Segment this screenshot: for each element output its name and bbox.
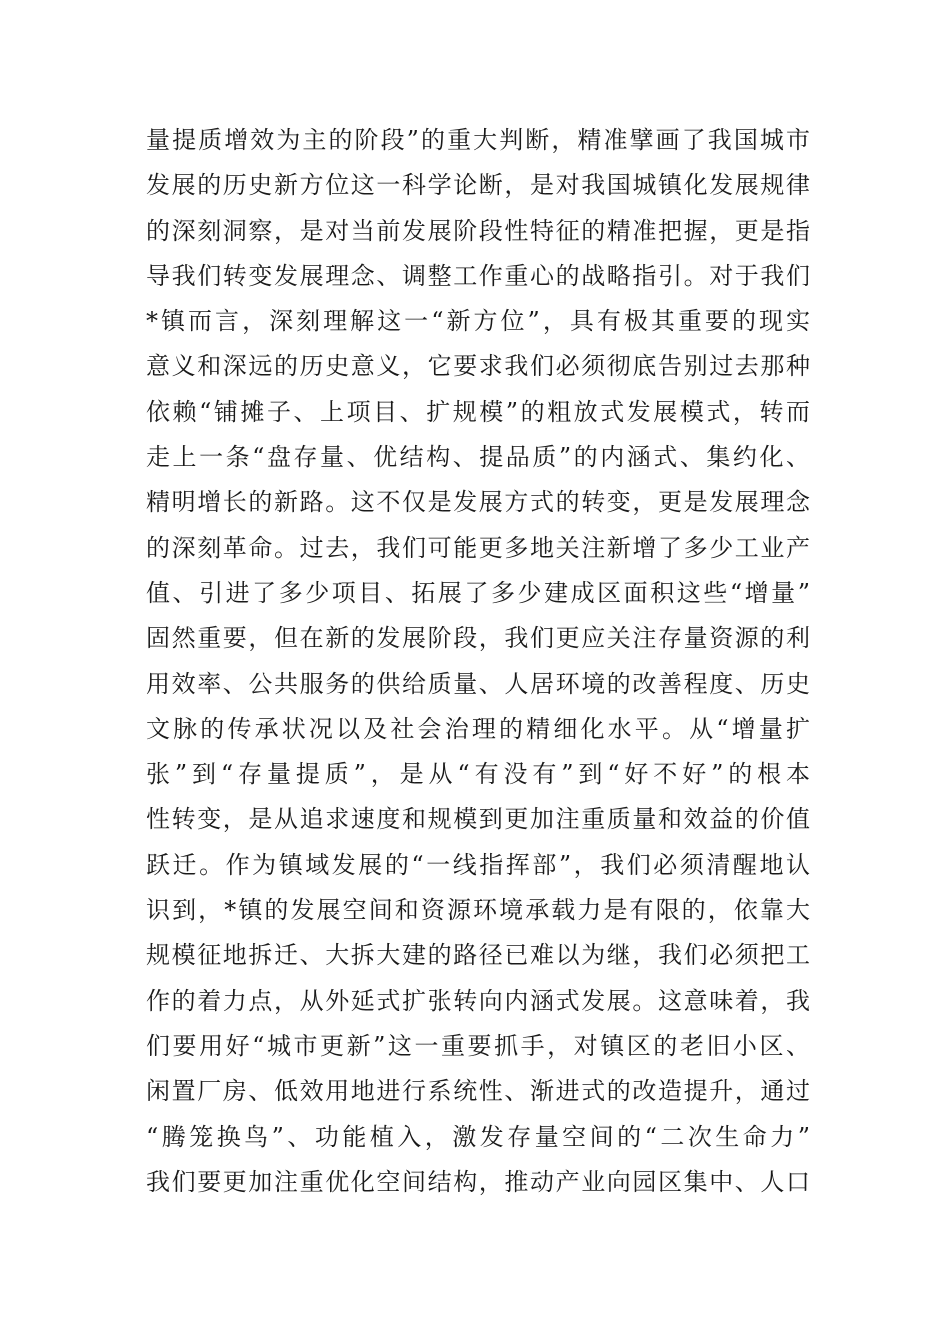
text-line-19: 规模征地拆迁、大拆大建的路径已难以为继，我们必须把工: [146, 941, 810, 970]
text-line-1: 量提质增效为主的阶段”的重大判断，精准擘画了我国城市: [146, 126, 810, 154]
text-line-10: 的深刻革命。过去，我们可能更多地关注新增了多少工业产: [146, 533, 810, 562]
text-line-14: 文脉的传承状况以及社会治理的精细化水平。从“增量扩: [146, 714, 810, 743]
text-line-22: 闲置厂房、低效用地进行系统性、渐进式的改造提升，通过: [146, 1077, 810, 1106]
text-line-5: *镇而言，深刻理解这一“新方位”，具有极其重要的现实: [146, 307, 810, 336]
text-line-23: “腾笼换鸟”、功能植入，激发存量空间的“二次生命力”: [146, 1122, 810, 1151]
text-line-15: 张”到“存量提质”，是从“有没有”到“好不好”的根本: [146, 760, 810, 789]
body-text: [146, 118, 810, 1205]
text-line-6: 意义和深远的历史意义，它要求我们必须彻底告别过去那种: [146, 352, 810, 381]
text-line-2: 发展的历史新方位这一科学论断，是对我国城镇化发展规律: [146, 171, 810, 200]
text-line-7: 依赖“铺摊子、上项目、扩规模”的粗放式发展模式，转而: [146, 397, 810, 426]
text-line-21: 们要用好“城市更新”这一重要抓手，对镇区的老旧小区、: [146, 1031, 810, 1060]
text-line-16: 性转变，是从追求速度和规模到更加注重质量和效益的价值: [146, 805, 810, 834]
text-line-9: 精明增长的新路。这不仅是发展方式的转变，更是发展理念: [146, 488, 810, 517]
text-line-3: 的深刻洞察，是对当前发展阶段性特征的精准把握，更是指: [146, 216, 810, 245]
text-line-8: 走上一条“盘存量、优结构、提品质”的内涵式、集约化、: [146, 443, 810, 472]
text-line-24: 我们要更加注重优化空间结构，推动产业向园区集中、人口: [146, 1167, 810, 1196]
text-line-20: 作的着力点，从外延式扩张转向内涵式发展。这意味着，我: [146, 986, 810, 1015]
text-line-18: 识到，*镇的发展空间和资源环境承载力是有限的，依靠大: [146, 896, 810, 925]
text-line-4: 导我们转变发展理念、调整工作重心的战略指引。对于我们: [146, 261, 810, 290]
text-line-13: 用效率、公共服务的供给质量、人居环境的改善程度、历史: [146, 669, 810, 698]
text-line-11: 值、引进了多少项目、拓展了多少建成区面积这些“增量”: [146, 578, 810, 607]
text-line-12: 固然重要，但在新的发展阶段，我们更应关注存量资源的利: [146, 624, 810, 653]
text-line-17: 跃迁。作为镇域发展的“一线指挥部”，我们必须清醒地认: [146, 850, 810, 879]
